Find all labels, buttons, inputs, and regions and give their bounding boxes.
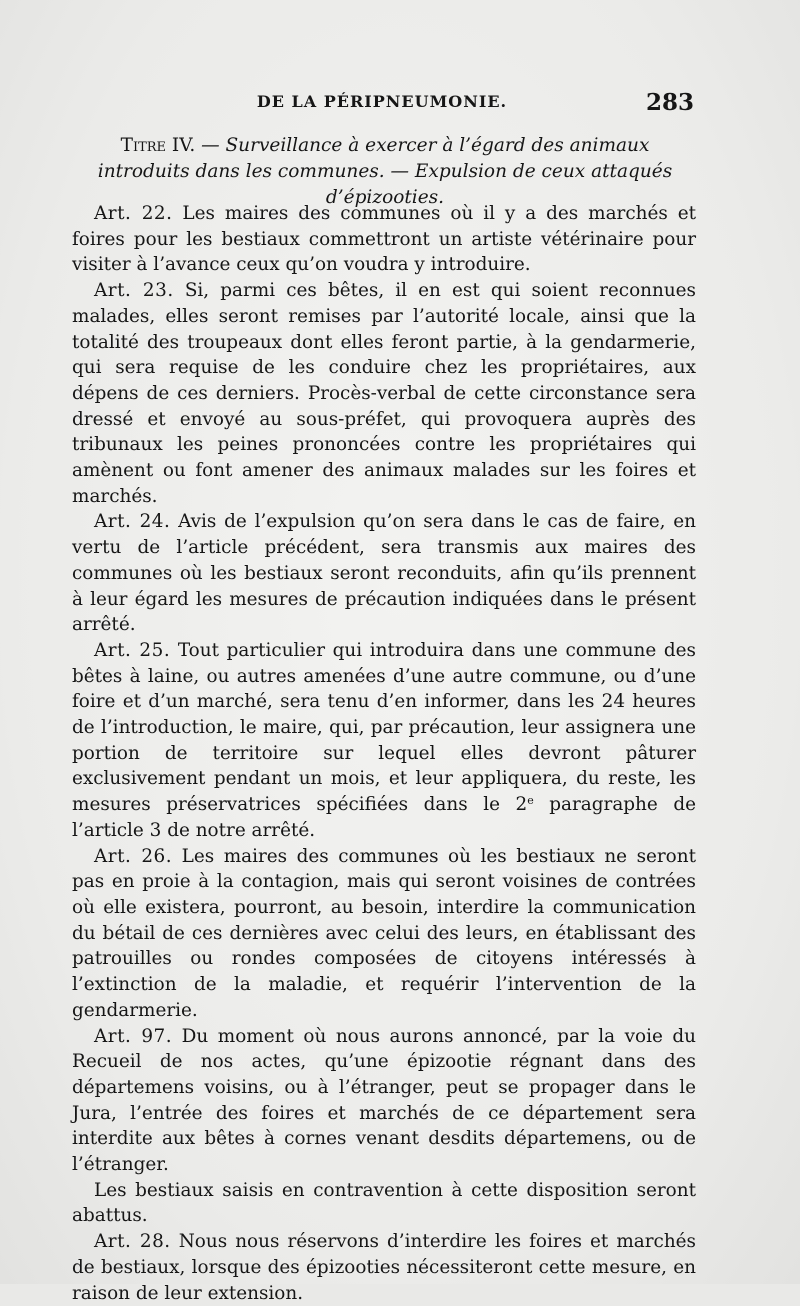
- section-title-label: Titre IV.: [120, 135, 196, 156]
- article-label: Art. 24.: [94, 511, 171, 533]
- paragraph-abattus: [72, 1178, 696, 1229]
- article-text: Du moment où nous aurons annoncé, par la voie du Recueil de nos actes, qu’une épizootie régnant dans des départemens voisins, ou à l’étranger, peut se propager dans le Jura, l’entrée des foires et marchés de ce département sera interdite aux bêtes à cornes venant desdits départemens, ou de l’étranger.: [72, 1025, 696, 1176]
- article-label: Art. 23.: [94, 280, 174, 302]
- paragraph-text: Les bestiaux saisis en contravention à cette disposition seront abattus.: [72, 1179, 696, 1227]
- article-97: [72, 1024, 696, 1178]
- page-header: [70, 89, 694, 122]
- article-23: [72, 278, 696, 509]
- article-text-continued: paragraphe de l’article 3 de notre arrêté.: [72, 794, 696, 841]
- article-28: [72, 1229, 696, 1306]
- article-text: Nous nous réservons d’interdire les foires et marchés de bestiaux, lorsque des épizooties nécessiteront cette mesure, en raison de leur extension.: [72, 1231, 696, 1304]
- article-label: Art. 28.: [94, 1231, 171, 1253]
- section-title-text: — Surveillance à exercer à l’égard des animaux introduits dans les communes. — Expulsion de ceux attaqués d’épizooties.: [97, 135, 673, 208]
- article-25: [72, 638, 696, 844]
- section-title: [72, 133, 698, 211]
- article-text: Si, parmi ces bêtes, il en est qui soient reconnues malades, elles seront remises par l’autorité locale, ainsi que la totalité des troupeaux dont elles feront partie, à la gendarmerie, qui sera requise de les conduire chez les propriétaires, aux dépens de ces derniers. Procès-verbal de cette circonstance sera dressé et envoyé au sous-préfet, qui provoquera auprès des tribunaux les peines prononcées contre les propriétaires qui amènent ou font amener des animaux malades sur les foires et marchés.: [72, 280, 696, 507]
- article-text: Avis de l’expulsion qu’on sera dans le cas de faire, en vertu de l’article précédent, sera transmis aux maires des communes où les bestiaux seront reconduits, afin qu’ils prennent à leur égard les mesures de précaution indiquées dans le présent arrêté.: [72, 511, 696, 636]
- article-24: [72, 509, 696, 638]
- article-label: Art. 25.: [94, 639, 171, 661]
- article-label: Art. 22.: [94, 203, 173, 224]
- ordinal-number: 2: [515, 794, 528, 816]
- body-text: [72, 201, 696, 1306]
- page-number: 283: [645, 89, 694, 116]
- article-text: Les maires des communes où il y a des marchés et foires pour les bestiaux commettront un artiste vétérinaire pour visiter à l’avance ceux qu’on voudra y introduire.: [72, 203, 696, 276]
- ordinal-suffix: e: [527, 794, 534, 808]
- article-text: Tout particulier qui introduira dans une commune des bêtes à laine, ou autres amenées d’une autre commune, ou d’une foire et d’un marché, sera tenu d’en informer, dans les 24 heures de l’introduction, le maire, qui, par précaution, leur assignera une portion de territoire sur lequel elles devront pâturer exclusivement pendant un mois, et leur appliquera, du reste, les mesures préservatrices spécifiées dans le: [72, 639, 696, 816]
- article-26: [72, 844, 696, 1024]
- running-title: DE LA PÉRIPNEUMONIE.: [256, 92, 508, 111]
- article-label: Art. 97.: [94, 1025, 173, 1047]
- article-text: Les maires des communes où les bestiaux ne seront pas en proie à la contagion, mais qui seront voisines de contrées où elle existera, pourront, au besoin, interdire la communication du bétail de ces dernières avec celui des leurs, en établissant des patrouilles ou rondes composées de citoyens intéressés à l’extinction de la maladie, et requérir l’intervention de la gendarmerie.: [72, 845, 696, 1021]
- article-label: Art. 26.: [94, 845, 173, 867]
- article-22: [72, 201, 696, 278]
